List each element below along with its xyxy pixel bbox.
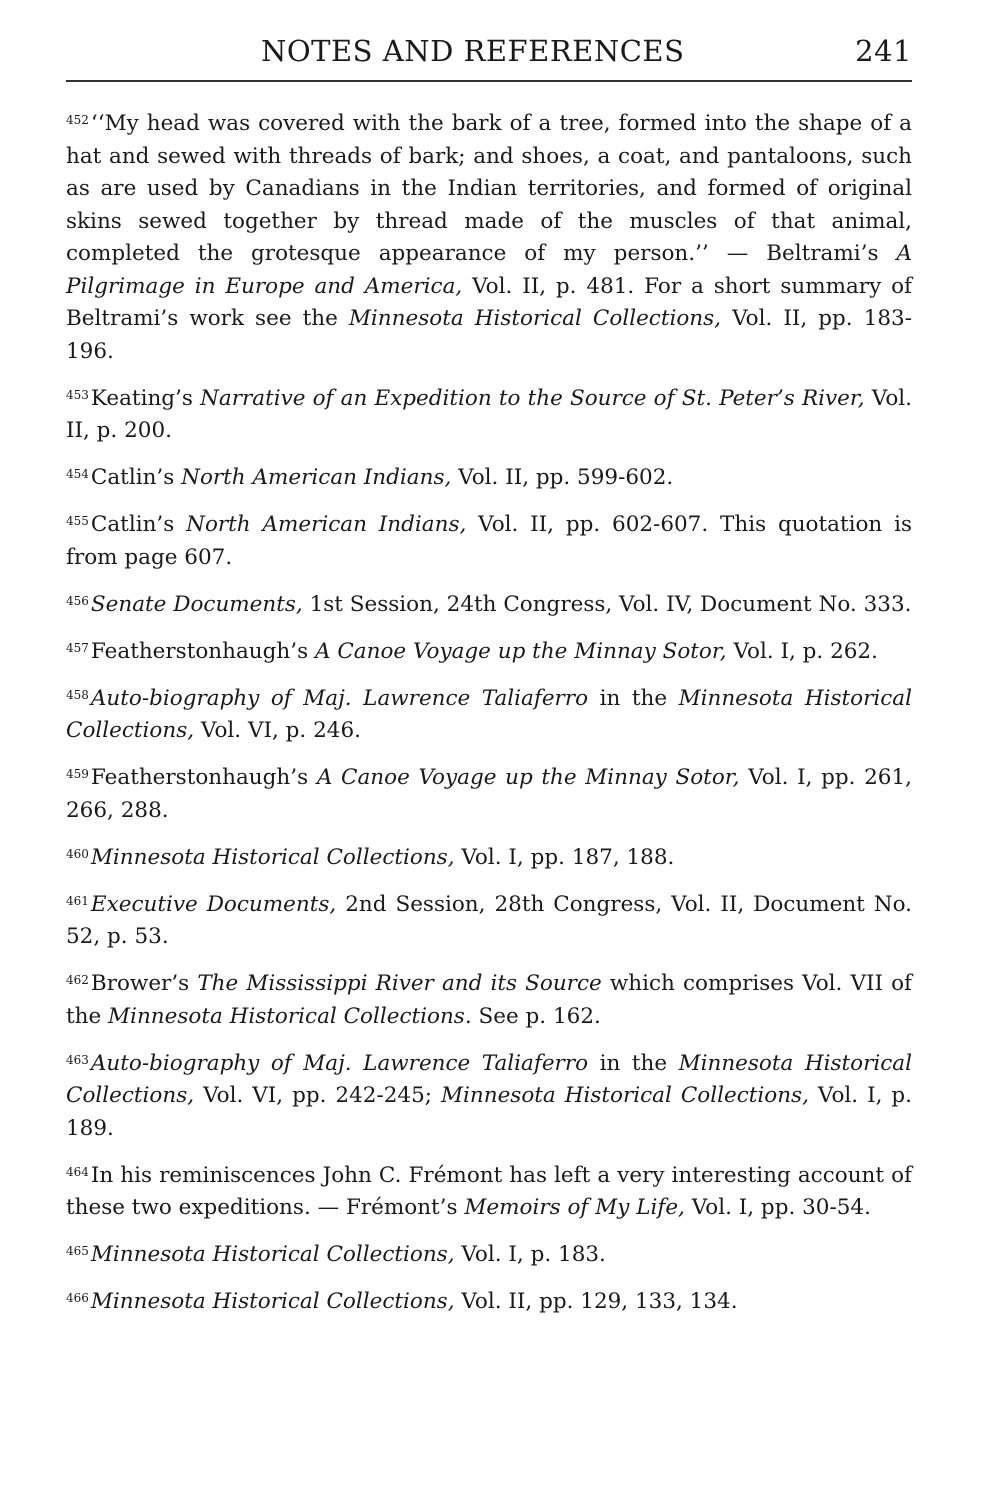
footnote-text: Vol. II, p. 200.	[66, 385, 912, 443]
footnote	[66, 1239, 912, 1272]
footnote-title: A Canoe Voyage up the Minnay Sotor,	[316, 765, 740, 790]
footnote-text: In his reminiscences John C. Frémont has left a very interesting account of these two expeditions. — Frémont’s	[66, 1162, 912, 1220]
notes-list	[66, 108, 912, 1333]
footnote-number: 454	[66, 467, 89, 481]
footnote-title: A Pilgrimage in Europe and America,	[66, 241, 912, 299]
footnote-text: Brower’s	[90, 971, 198, 996]
footnote-text: ‘‘My head was covered with the bark of a tree, formed into the shape of a hat and sewed with threads of bark; and shoes, a coat, and pantaloons, such as are used by Canadians in the Indian territories, and formed of original skins sewed together by thread made of the muscles of that animal, completed the grotesque appearance of my person.’’ — Beltrami’s	[66, 111, 912, 266]
footnote-text: Vol. II, pp. 129, 133, 134.	[454, 1289, 738, 1314]
footnote-text: Featherstonhaugh’s	[90, 638, 315, 664]
footnote	[66, 462, 912, 495]
footnote-title: Narrative of an Expedition to the Source of St. Peter’s River,	[200, 385, 865, 411]
footnote	[66, 1160, 912, 1225]
footnote-number: 456	[66, 593, 89, 608]
footnote-title: North American Indians,	[186, 512, 467, 537]
footnote-title: Minnesota Historical Collections,	[66, 1050, 913, 1108]
footnote-title: North American Indians,	[181, 465, 452, 490]
footnote-number: 458	[66, 687, 89, 702]
footnote-title: Executive Documents,	[90, 891, 337, 917]
footnote-number: 460	[66, 846, 89, 861]
footnote-text: Vol. I, p. 262.	[726, 638, 878, 664]
footnote-text: Keating’s	[90, 385, 201, 411]
footnote-text: Vol. I, p. 183.	[454, 1242, 606, 1267]
footnote-title: Auto-biography of Maj. Lawrence Taliaferro	[90, 685, 589, 711]
footnote	[66, 589, 912, 622]
footnote-title: Minnesota Historical Collections,	[90, 1242, 455, 1267]
footnote-text: Vol. II, pp. 602-607. This quotation is from page 607.	[66, 512, 912, 570]
footnote-number: 461	[66, 893, 89, 908]
footnote-text: 1st Session, 24th Congress, Vol. IV, Document No. 333.	[302, 591, 912, 617]
footnote-title: Minnesota Historical Collections,	[90, 1289, 455, 1314]
footnote-text: Catlin’s	[90, 512, 187, 537]
footnote-text: Vol. II, p. 481. For a short summary of Beltrami’s work see the	[66, 273, 912, 331]
footnote-text: in the	[588, 685, 679, 711]
footnote-number: 459	[66, 767, 89, 781]
footnote-title: Minnesota Historical Collections,	[441, 1083, 809, 1108]
footnote-text: See p. 162.	[471, 1003, 601, 1029]
footnote-number: 464	[66, 1164, 89, 1179]
footnote-text: Vol. I, pp. 261, 266, 288.	[66, 765, 912, 823]
footnote-text: Vol. II, pp. 599-602.	[451, 465, 674, 490]
page-number: 241	[855, 34, 912, 68]
footnote	[66, 509, 912, 574]
footnote-number: 466	[66, 1291, 89, 1305]
footnote-title: Minnesota Historical Collections,	[348, 306, 722, 331]
footnote-title: Senate Documents,	[90, 591, 303, 617]
footnote-title: Memoirs of My Life,	[464, 1195, 685, 1220]
footnote-title: Minnesota Historical Collections.	[108, 1003, 472, 1029]
footnote	[66, 762, 912, 827]
running-head: NOTES AND REFERENCES	[261, 34, 685, 68]
footnote-text: Vol. VI, pp. 242-245;	[194, 1083, 441, 1108]
footnote-text: Catlin’s	[90, 465, 182, 490]
header-rule	[66, 80, 912, 82]
footnote	[66, 1048, 912, 1146]
footnote-number: 457	[66, 640, 89, 655]
footnote-text: Vol. VI, p. 246.	[194, 718, 361, 743]
footnote	[66, 889, 912, 954]
footnote-title: Minnesota Historical Collections,	[90, 844, 455, 870]
footnote-number: 453	[66, 387, 89, 402]
footnote-text: Vol. I, pp. 187, 188.	[454, 844, 675, 870]
footnote	[66, 383, 912, 448]
page-header	[66, 30, 912, 74]
footnote-number: 455	[66, 514, 89, 528]
footnote-title: The Mississippi River and its Source	[197, 971, 602, 996]
footnote-title: Minnesota Historical Collections,	[66, 685, 913, 743]
footnote-text: 2nd Session, 28th Congress, Vol. II, Document No. 52, p. 53.	[66, 891, 912, 949]
footnote-text: in the	[588, 1050, 679, 1076]
footnote-text: Vol. I, pp. 30-54.	[684, 1195, 871, 1220]
footnote-title: Auto-biography of Maj. Lawrence Taliaferro	[90, 1050, 589, 1076]
footnote-text: which comprises Vol. VII of the	[66, 971, 912, 1029]
footnote	[66, 842, 912, 875]
footnote-title: A Canoe Voyage up the Minnay Sotor,	[314, 638, 727, 664]
footnote-text: Featherstonhaugh’s	[90, 765, 317, 790]
footnote-text: Vol. I, p. 189.	[66, 1083, 912, 1141]
footnote	[66, 968, 912, 1033]
footnote-number: 462	[66, 973, 89, 987]
footnote-number: 452	[66, 113, 89, 127]
footnote	[66, 683, 912, 748]
footnote	[66, 108, 912, 368]
footnote-number: 463	[66, 1052, 89, 1067]
footnote	[66, 636, 912, 669]
footnote-text: Vol. II, pp. 183-196.	[66, 306, 912, 364]
footnote-number: 465	[66, 1244, 89, 1258]
footnote	[66, 1286, 912, 1319]
